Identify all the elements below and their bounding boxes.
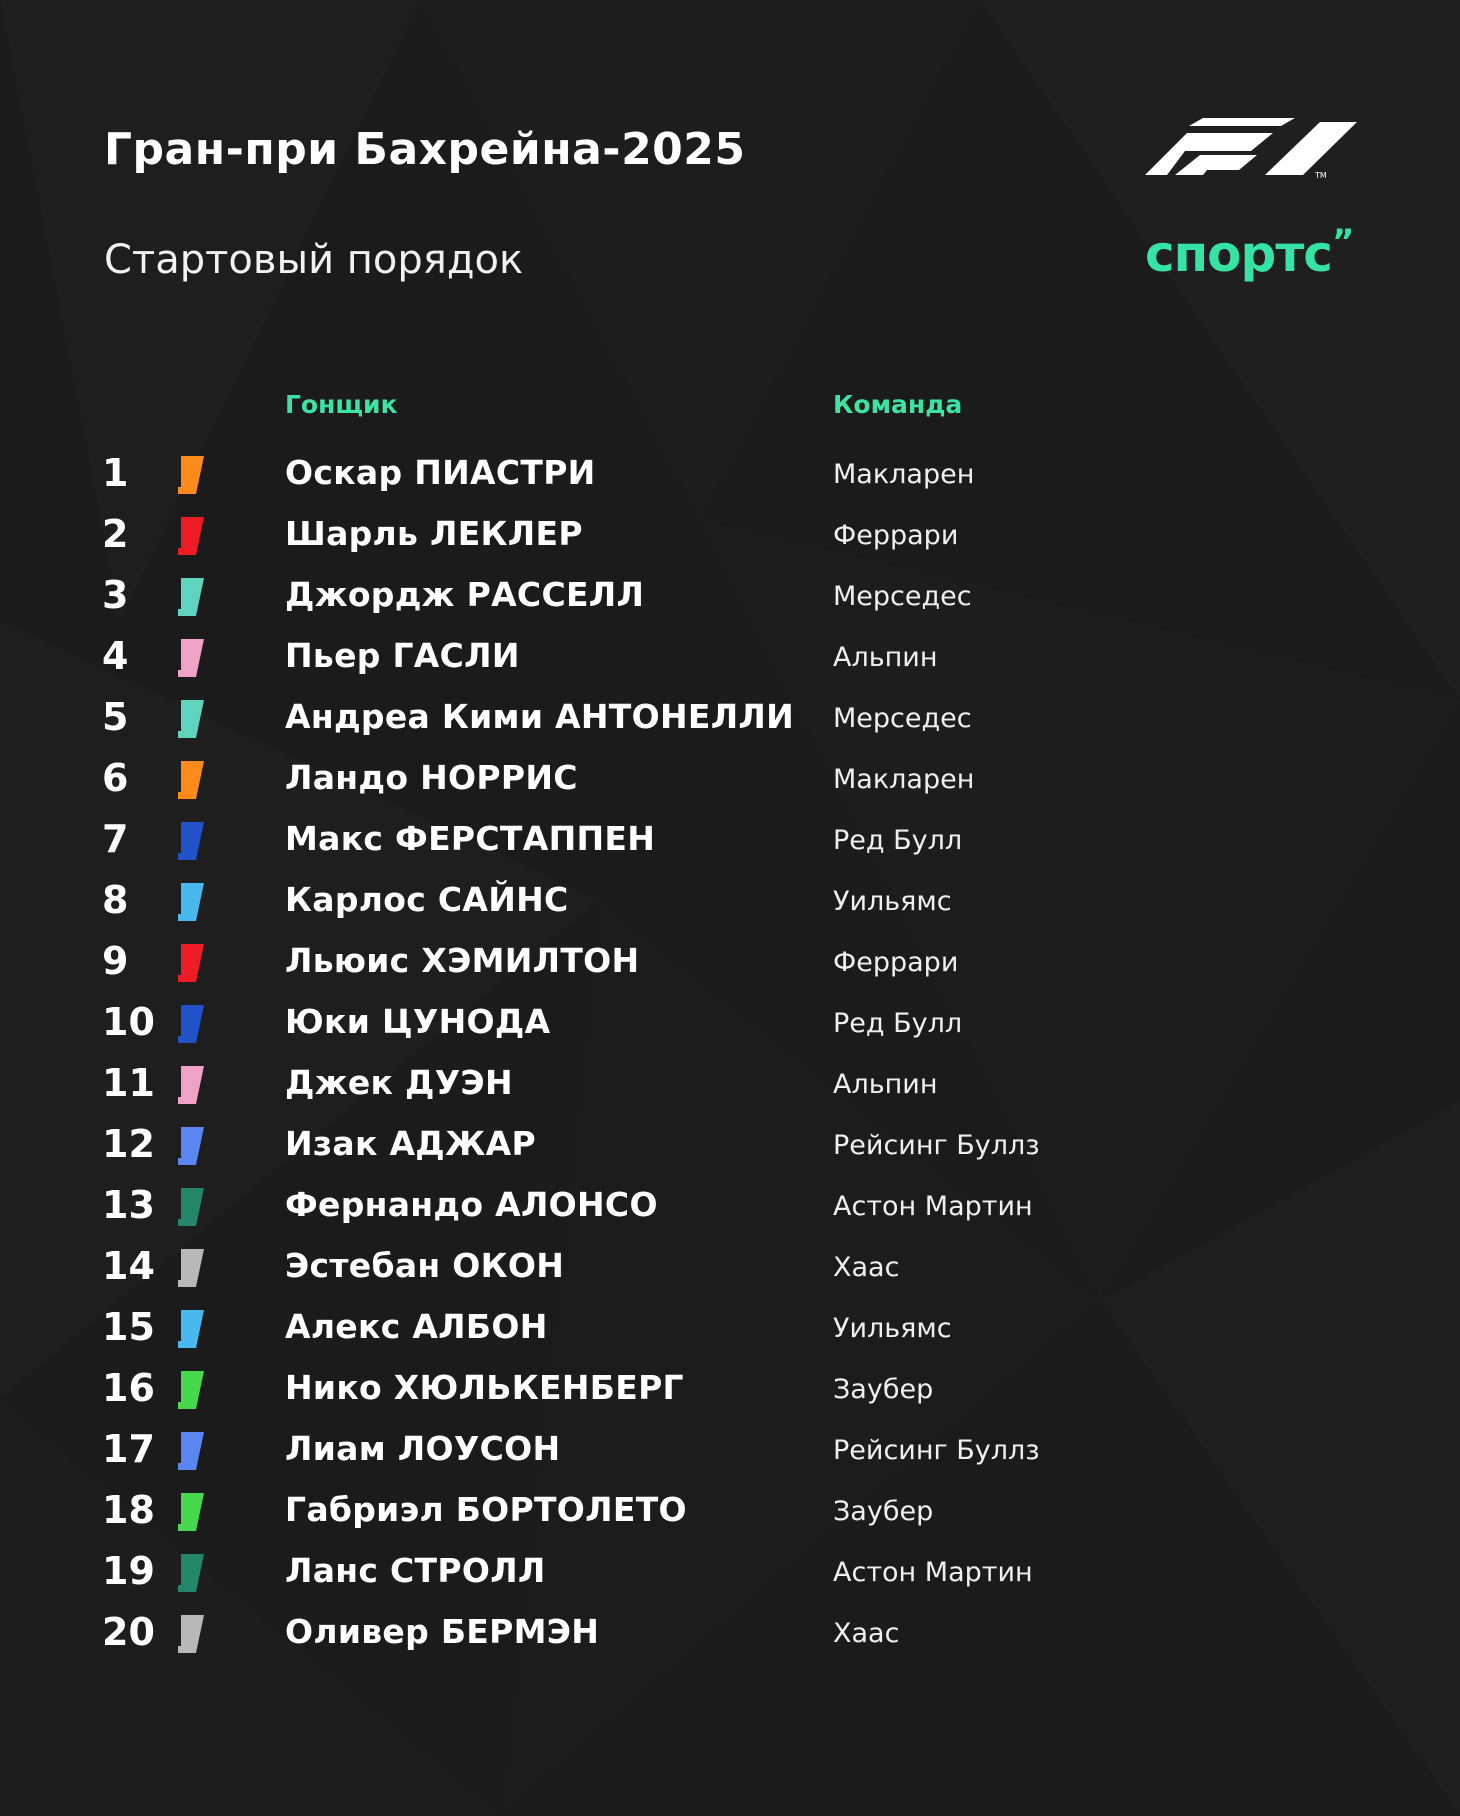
grid-position: 18 [102, 1488, 155, 1532]
grid-position: 12 [102, 1122, 155, 1166]
driver-name: Джордж РАССЕЛЛ [285, 575, 645, 614]
grid-position: 10 [102, 1000, 155, 1044]
team-name: Заубер [833, 1374, 934, 1405]
driver-name: Нико ХЮЛЬКЕНБЕРГ [285, 1368, 684, 1407]
driver-name: Карлос САЙНС [285, 880, 569, 919]
team-color-flag-icon [178, 761, 204, 799]
grid-row [0, 933, 1460, 994]
grid-row [0, 1299, 1460, 1360]
grid-row [0, 506, 1460, 567]
f1-logo-icon [1145, 118, 1360, 178]
team-color-flag-icon [178, 822, 204, 860]
team-color-flag-icon [178, 1493, 204, 1531]
grid-position: 5 [102, 695, 129, 739]
grid-position: 17 [102, 1427, 155, 1471]
team-name: Хаас [833, 1252, 900, 1283]
team-color-flag-icon [178, 1310, 204, 1348]
grid-position: 6 [102, 756, 129, 800]
page-title: Гран-при Бахрейна-2025 [104, 124, 746, 175]
team-color-flag-icon [178, 1127, 204, 1165]
grid-position: 14 [102, 1244, 155, 1288]
svg-text:TM: TM [1315, 171, 1327, 178]
driver-name: Алекс АЛБОН [285, 1307, 548, 1346]
team-name: Мерседес [833, 703, 972, 734]
grid-row [0, 1116, 1460, 1177]
driver-name: Пьер ГАСЛИ [285, 636, 520, 675]
team-name: Макларен [833, 764, 975, 795]
driver-name: Эстебан ОКОН [285, 1246, 565, 1285]
column-header-team: Команда [833, 390, 963, 419]
grid-row [0, 689, 1460, 750]
team-color-flag-icon [178, 1005, 204, 1043]
driver-name: Льюис ХЭМИЛТОН [285, 941, 640, 980]
grid-row [0, 1177, 1460, 1238]
team-color-flag-icon [178, 517, 204, 555]
team-color-flag-icon [178, 1432, 204, 1470]
driver-name: Габриэл БОРТОЛЕТО [285, 1490, 687, 1529]
grid-position: 4 [102, 634, 129, 678]
team-color-flag-icon [178, 883, 204, 921]
team-color-flag-icon [178, 1066, 204, 1104]
grid-row [0, 628, 1460, 689]
grid-position: 19 [102, 1549, 155, 1593]
driver-name: Ланс СТРОЛЛ [285, 1551, 546, 1590]
team-color-flag-icon [178, 1615, 204, 1653]
page-subtitle: Стартовый порядок [104, 237, 524, 283]
team-name: Ред Булл [833, 825, 963, 856]
team-name: Хаас [833, 1618, 900, 1649]
team-name: Ред Булл [833, 1008, 963, 1039]
grid-position: 13 [102, 1183, 155, 1227]
team-color-flag-icon [178, 1554, 204, 1592]
driver-name: Макс ФЕРСТАППЕН [285, 819, 656, 858]
team-name: Уильямс [833, 1313, 952, 1344]
driver-name: Ландо НОРРИС [285, 758, 578, 797]
grid-row [0, 1360, 1460, 1421]
grid-position: 9 [102, 939, 129, 983]
driver-name: Андреа Кими АНТОНЕЛЛИ [285, 697, 795, 736]
team-color-flag-icon [178, 944, 204, 982]
grid-position: 2 [102, 512, 129, 556]
driver-name: Лиам ЛОУСОН [285, 1429, 561, 1468]
driver-name: Шарль ЛЕКЛЕР [285, 514, 583, 553]
grid-position: 15 [102, 1305, 155, 1349]
grid-row [0, 1482, 1460, 1543]
team-color-flag-icon [178, 700, 204, 738]
quote-mark-icon: ” [1331, 222, 1349, 262]
team-name: Уильямс [833, 886, 952, 917]
team-name: Рейсинг Буллз [833, 1130, 1040, 1161]
driver-name: Оливер БЕРМЭН [285, 1612, 600, 1651]
grid-row [0, 994, 1460, 1055]
grid-position: 8 [102, 878, 129, 922]
grid-row [0, 445, 1460, 506]
team-name: Альпин [833, 642, 938, 673]
driver-name: Юки ЦУНОДА [285, 1002, 551, 1041]
team-name: Астон Мартин [833, 1191, 1033, 1222]
driver-name: Фернандо АЛОНСО [285, 1185, 658, 1224]
grid-row [0, 1055, 1460, 1116]
team-name: Астон Мартин [833, 1557, 1033, 1588]
grid-row [0, 567, 1460, 628]
grid-row [0, 1543, 1460, 1604]
team-name: Заубер [833, 1496, 934, 1527]
team-color-flag-icon [178, 1249, 204, 1287]
team-name: Феррари [833, 520, 959, 551]
grid-row [0, 750, 1460, 811]
team-color-flag-icon [178, 1188, 204, 1226]
team-color-flag-icon [178, 456, 204, 494]
team-color-flag-icon [178, 639, 204, 677]
team-color-flag-icon [178, 578, 204, 616]
grid-row [0, 811, 1460, 872]
driver-name: Джек ДУЭН [285, 1063, 513, 1102]
team-color-flag-icon [178, 1371, 204, 1409]
grid-position: 7 [102, 817, 129, 861]
grid-row [0, 1421, 1460, 1482]
grid-row [0, 1238, 1460, 1299]
grid-position: 20 [102, 1610, 155, 1654]
team-name: Мерседес [833, 581, 972, 612]
grid-position: 16 [102, 1366, 155, 1410]
grid-row [0, 872, 1460, 933]
grid-position: 3 [102, 573, 129, 617]
team-name: Альпин [833, 1069, 938, 1100]
team-name: Макларен [833, 459, 975, 490]
grid-position: 11 [102, 1061, 155, 1105]
team-name: Рейсинг Буллз [833, 1435, 1040, 1466]
team-name: Феррари [833, 947, 959, 978]
grid-position: 1 [102, 451, 129, 495]
starting-grid-list [0, 445, 1460, 1665]
column-header-driver: Гонщик [285, 390, 398, 419]
grid-row [0, 1604, 1460, 1665]
driver-name: Оскар ПИАСТРИ [285, 453, 596, 492]
driver-name: Изак АДЖАР [285, 1124, 536, 1163]
sports-logo: спортс” [1145, 222, 1349, 283]
